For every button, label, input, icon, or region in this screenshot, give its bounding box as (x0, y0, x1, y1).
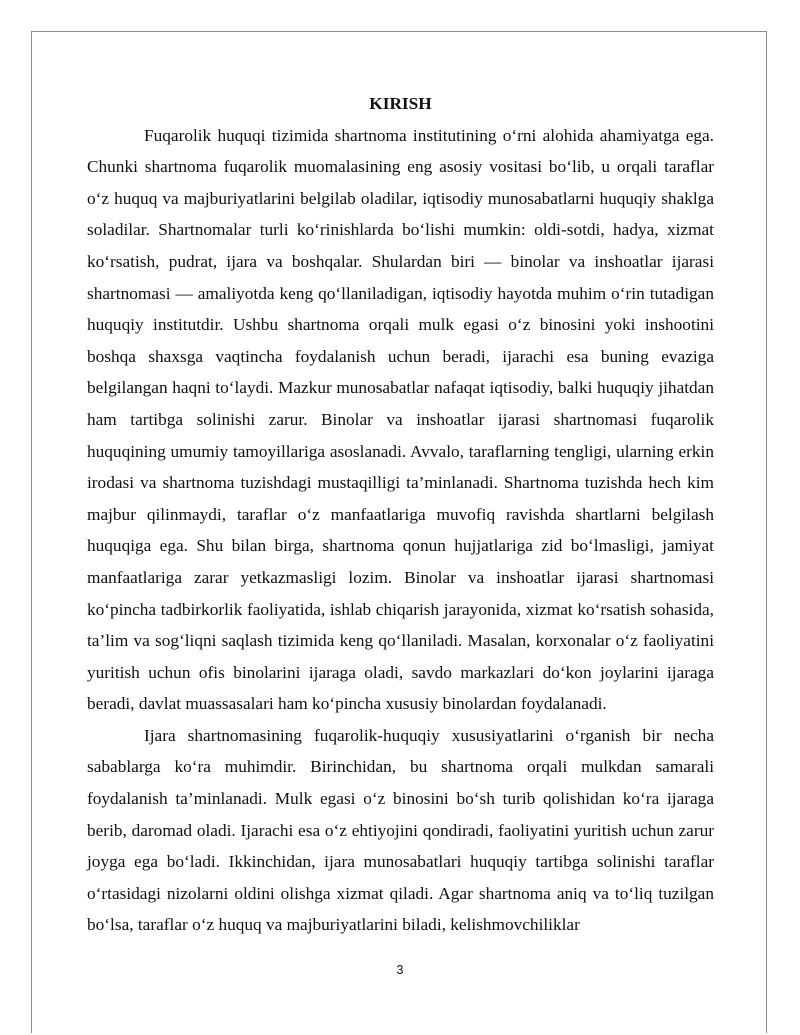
paragraph-2: Ijara shartnomasining fuqarolik-huquqiy xususiyatlarini o‘rganish bir necha sabablarga ko‘ra muhimdir. Birinchidan, bu shartnoma orqali mulkdan samarali foydalanish ta’minlanadi. Mulk egasi o‘z binosini bo‘sh turib qolishidan ko‘ra ijaraga berib, daromad oladi. Ijarachi esa o‘z ehtiyojini qondiradi, faoliyatini yuritish uchun zarur joyga ega bo‘ladi. Ikkinchidan, ijara munosabatlari huquqiy tartibga solinishi taraflar o‘rtasidagi nizolarni oldini olishga xizmat qiladi. Agar shartnoma aniq va to‘liq tuzilgan bo‘lsa, taraflar o‘z huquq va majburiyatlarini biladi, kelishmovchiliklar (87, 725, 714, 935)
section-title: KIRISH (369, 94, 432, 113)
paragraph-1: Fuqarolik huquqi tizimida shartnoma institutining o‘rni alohida ahamiyatga ega. Chunki shartnoma fuqarolik muomalasining eng asosiy vositasi bo‘lib, u orqali taraflar o‘z huquq va majburiyatlarini belgilab oladilar, iqtisodiy munosabatlarni huquqiy shaklga soladilar. Shartnomalar turli ko‘rinishlarda bo‘lishi mumkin: oldi-sotdi, hadya, xizmat ko‘rsatish, pudrat, ijara va boshqalar. Shulardan biri — binolar va inshoatlar ijarasi shartnomasi — amaliyotda keng qo‘llaniladigan, iqtisodiy hayotda muhim o‘rin tutadigan huquqiy institutdir. Ushbu shartnoma orqali mulk egasi o‘z binosini yoki inshootini boshqa shaxsga vaqtincha foydalanish uchun beradi, ijarachi esa buning evaziga belgilangan haqni to‘laydi. Mazkur munosabatlar nafaqat iqtisodiy, balki huquqiy jihatdan ham tartibga solinishi zarur. Binolar va inshoatlar ijarasi shartnomasi fuqarolik huquqining umumiy tamoyillariga asoslanadi. Avvalo, taraflarning tengligi, ularning erkin irodasi va shartnoma tuzishdagi mustaqilligi ta’minlanadi. Shartnoma tuzishda hech kim majbur qilinmaydi, taraflar o‘z manfaatlariga muvofiq ravishda shartlarni belgilash huquqiga ega. Shu bilan birga, shartnoma qonun hujjatlariga zid bo‘lmasligi, jamiyat manfaatlariga zarar yetkazmasligi lozim. Binolar va inshoatlar ijarasi shartnomasi ko‘pincha tadbirkorlik faoliyatida, ishlab chiqarish jarayonida, xizmat ko‘rsatish sohasida, ta’lim va sog‘liqni saqlash tizimida keng qo‘llaniladi. Masalan, korxonalar o‘z faoliyatini yuritish uchun ofis binolarini ijaraga oladi, savdo markazlari do‘kon joylarini ijaraga beradi, davlat muassasalari ham ko‘pincha xususiy binolardan foydalanadi. (87, 125, 714, 714)
document-page (31, 31, 767, 1033)
page-number: 3 (396, 963, 404, 977)
page-content (87, 88, 714, 941)
